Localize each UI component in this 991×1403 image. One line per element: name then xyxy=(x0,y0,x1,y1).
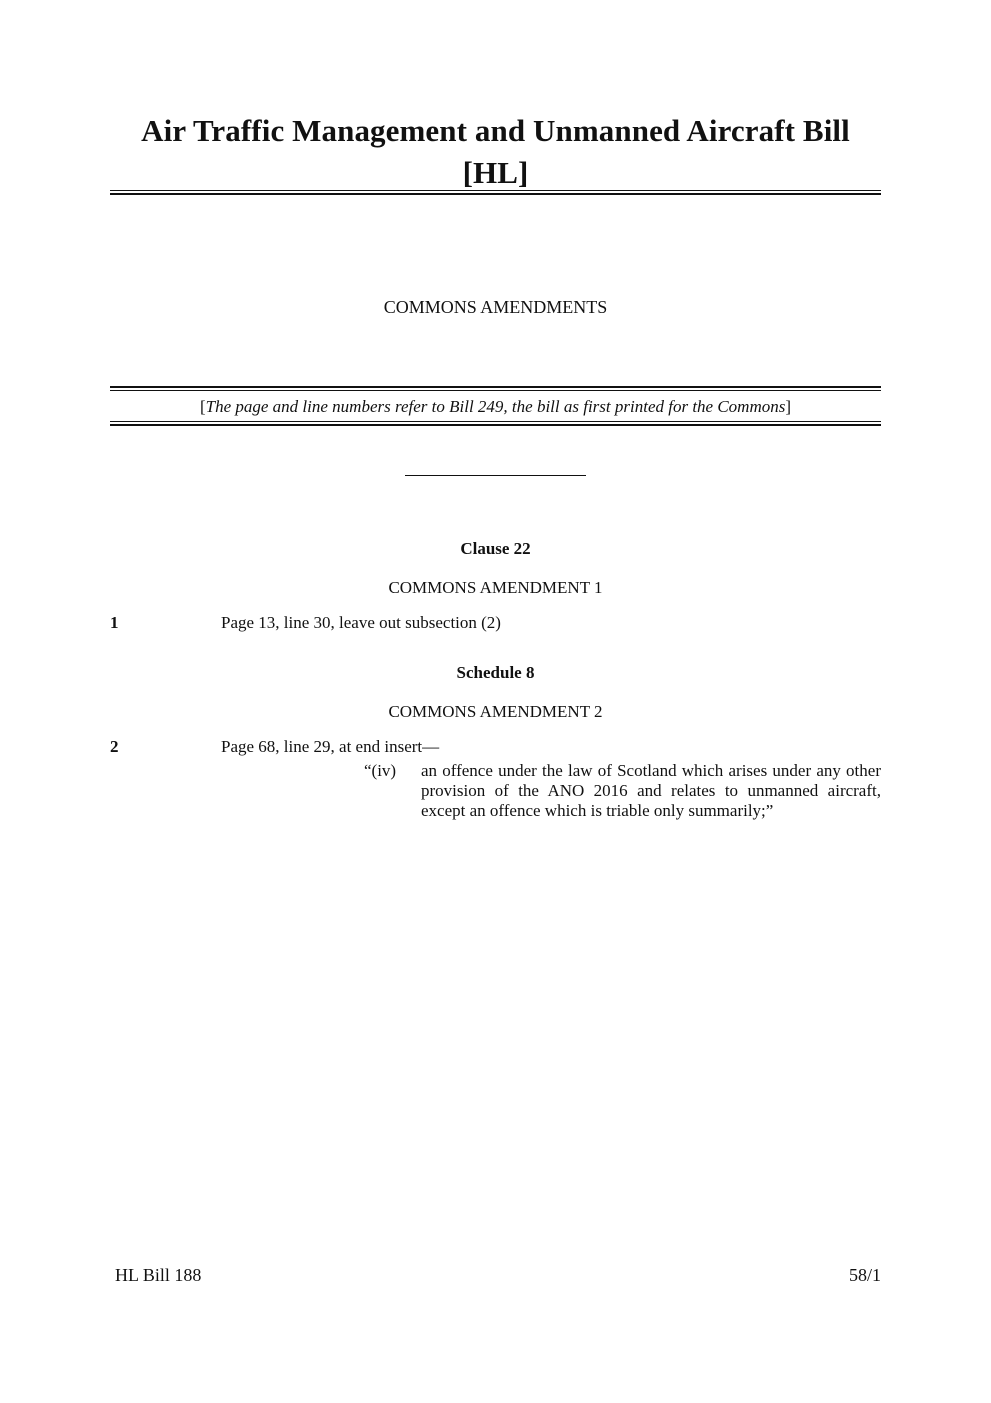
amendment-instruction-2: Page 68, line 29, at end insert— xyxy=(221,737,440,756)
note-top-rule-thick xyxy=(110,386,881,388)
inserted-paragraph-label: “(iv) xyxy=(364,761,397,780)
reference-note-text: The page and line numbers refer to Bill 249, the bill as first printed for the Commons xyxy=(205,397,786,416)
amendment-heading-1: COMMONS AMENDMENT 1 xyxy=(388,578,603,597)
amendment-heading-2: COMMONS AMENDMENT 2 xyxy=(388,702,603,721)
section-divider xyxy=(405,475,586,476)
clause-heading: Clause 22 xyxy=(460,539,531,558)
amendment-number-2: 2 xyxy=(110,737,119,756)
title-rule-thick xyxy=(110,193,881,195)
bill-title-line-1: Air Traffic Management and Unmanned Aircraft Bill xyxy=(141,113,850,148)
note-bottom-rule-thin xyxy=(110,421,881,422)
note-bottom-rule-thick xyxy=(110,424,881,426)
reference-note: [The page and line numbers refer to Bill 249, the bill as first printed for the Commons] xyxy=(199,397,792,416)
note-top-rule-thin xyxy=(110,390,881,391)
footer-page-reference: 58/1 xyxy=(848,1265,881,1285)
amendment-instruction-1: Page 13, line 30, leave out subsection (2) xyxy=(221,613,501,632)
footer-bill-number: HL Bill 188 xyxy=(115,1265,202,1285)
title-rule-thin xyxy=(110,190,881,191)
inserted-paragraph-text: an offence under the law of Scotland which arises under any other provision of the ANO 2016 and relates to unmanned aircraft, except an offence which is triable only summarily;” xyxy=(421,761,881,820)
schedule-heading: Schedule 8 xyxy=(456,663,535,682)
amendment-number-1: 1 xyxy=(110,613,119,632)
bill-title-line-2: [HL] xyxy=(462,155,529,190)
document-subtitle: COMMONS AMENDMENTS xyxy=(383,297,608,317)
bill-title xyxy=(110,110,881,194)
